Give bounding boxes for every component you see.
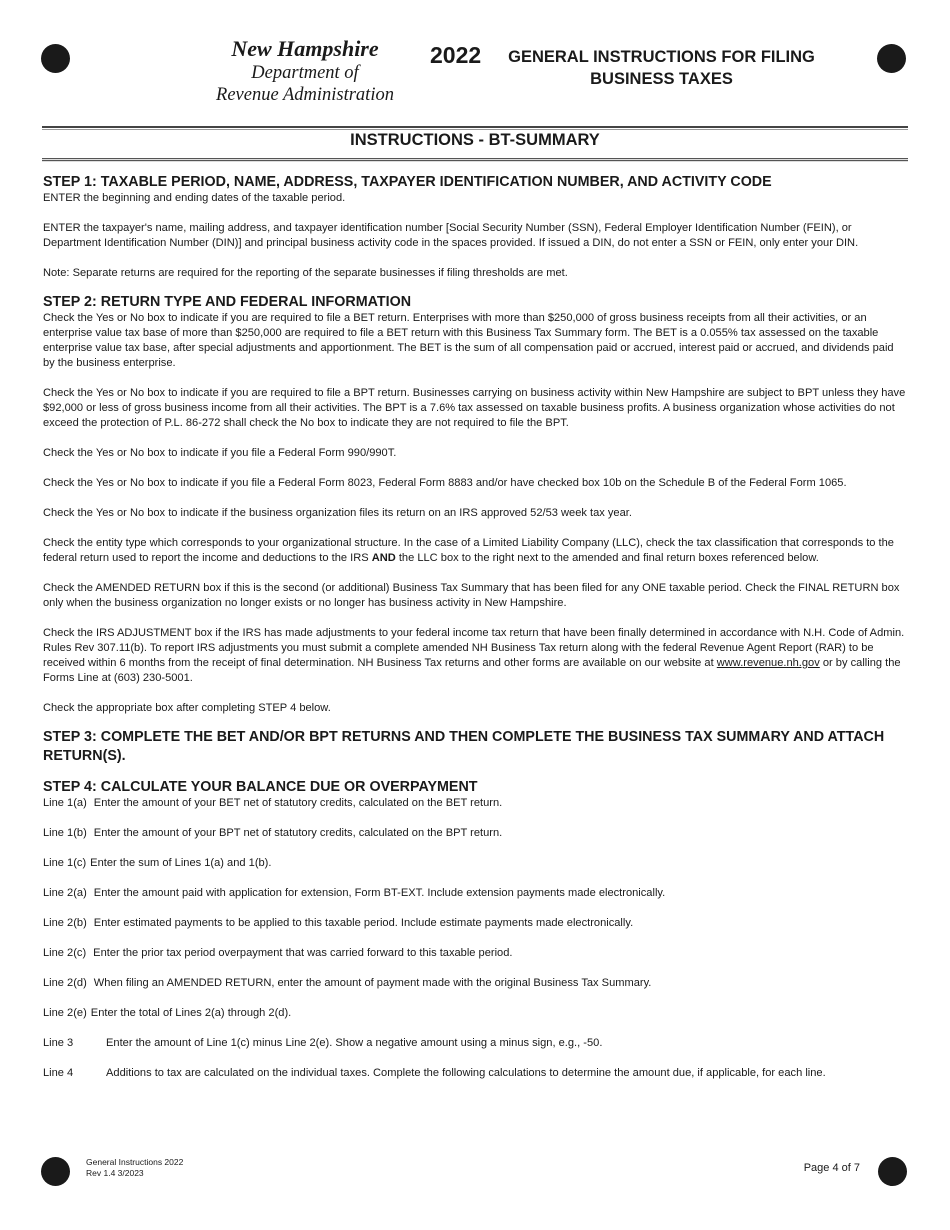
entity-text-1: Check the entity type which corresponds to your organizational structure. In the case of a Limited Liability Company (LLC), check the tax classification that corresponds to the federal return used to report the income and deductions to the IRS bbox=[43, 537, 894, 564]
step4-line-text: Enter the amount of your BET net of statutory credits, calculated on the BET return. bbox=[93, 797, 503, 809]
agency-division: Revenue Administration bbox=[216, 85, 394, 105]
step2-paragraph-bpt: Check the Yes or No box to indicate if you are required to file a BPT return. Businesses carrying on business activity within New Hampshire are subject to BPT unless they have $92,000 or less of gross business income from all their activities. The BPT is a 7.6% tax assessed on taxable business profits. A business organization whose activities do not exceed the protection of P.L. 86-272 shall check the No box to indicate they are not required to file the BPT. bbox=[43, 387, 906, 429]
step2-paragraph-8023: Check the Yes or No box to indicate if you file a Federal Form 8023, Federal Form 8883 and/or have checked box 10b on the Schedule B of the Federal Form 1065. bbox=[43, 477, 847, 489]
step4-line-item bbox=[43, 1036, 908, 1051]
step4-line-text: Enter the amount of Line 1(c) minus Line 2(e). Show a negative amount using a minus sign, e.g., -50. bbox=[106, 1037, 603, 1049]
step4-line-item bbox=[43, 1006, 908, 1021]
step4-line-item bbox=[43, 796, 908, 811]
step4-line-text: Enter the prior tax period overpayment that was carried forward to this taxable period. bbox=[93, 947, 513, 959]
step4-line-label: Line 1(c) bbox=[43, 857, 87, 869]
step2-paragraph-appropriate: Check the appropriate box after completing STEP 4 below. bbox=[43, 702, 331, 714]
step2-paragraph-bet: Check the Yes or No box to indicate if you are required to file a BET return. Enterprises with more than $250,000 of gross business receipts from all their activities, or an enterprise value tax base of more than $250,000 are required to file a BET return with this Business Tax Summary form. The BET is a 0.055% tax assessed on the taxable enterprise value tax base, after special adjustments and apportionment. The BET is the sum of all compensation paid or accrued, interest paid or accrued, and dividends paid by the business enterprise. bbox=[43, 312, 894, 369]
step4-line-text: Enter the amount of your BPT net of statutory credits, calculated on the BPT return. bbox=[93, 827, 503, 839]
page-number: Page 4 of 7 bbox=[803, 1162, 860, 1174]
step4-line-list bbox=[43, 796, 908, 1081]
step2-paragraph-990: Check the Yes or No box to indicate if you file a Federal Form 990/990T. bbox=[43, 447, 397, 459]
step1-paragraph-1: ENTER the beginning and ending dates of the taxable period. bbox=[43, 192, 346, 204]
step1-paragraph-3: Note: Separate returns are required for the reporting of the separate businesses if filing thresholds are met. bbox=[43, 267, 568, 279]
registration-dot-bottom-left bbox=[41, 1157, 70, 1186]
revenue-website-link[interactable]: www.revenue.nh.gov bbox=[716, 657, 820, 669]
step2-paragraph-amended: Check the AMENDED RETURN box if this is the second (or additional) Business Tax Summary that has been filed for any ONE taxable period. Check the FINAL RETURN box only when the business organization no longer exists or no longer has business activity in New Hampshire. bbox=[43, 582, 900, 609]
registration-dot-top-left bbox=[41, 44, 70, 73]
step4-line-item bbox=[43, 916, 908, 931]
registration-dot-bottom-right bbox=[878, 1157, 907, 1186]
step4-line-text: Enter estimated payments to be applied to this taxable period. Include estimate payments made electronically. bbox=[93, 917, 634, 929]
step4-line-label: Line 2(d) bbox=[43, 977, 87, 989]
step4-line-text: When filing an AMENDED RETURN, enter the amount of payment made with the original Business Tax Summary. bbox=[93, 977, 652, 989]
irs-text-2: or by calling the Forms Line at (603) 230-5001. bbox=[43, 657, 901, 684]
step4-line-label: Line 1(b) bbox=[43, 827, 87, 839]
step1-paragraph-2: ENTER the taxpayer's name, mailing address, and taxpayer identification number [Social Security Number (SSN), Federal Employer Identification Number (FEIN), or Department Identification Number (DIN)] and principal business activity code in the spaces provided. If issued a DIN, do not enter a SSN or FEIN, only enter your DIN. bbox=[43, 222, 859, 249]
step2-heading: STEP 2: RETURN TYPE AND FEDERAL INFORMATION bbox=[43, 294, 412, 310]
form-title bbox=[500, 46, 823, 90]
step4-line-label: Line 2(e) bbox=[43, 1007, 87, 1019]
step2-paragraph-entity bbox=[43, 536, 908, 566]
step4-line-item bbox=[43, 856, 908, 871]
step4-line-label: Line 3 bbox=[43, 1037, 74, 1049]
step2-paragraph-52-53: Check the Yes or No box to indicate if the business organization files its return on an IRS approved 52/53 week tax year. bbox=[43, 507, 632, 519]
step4-line-label: Line 2(c) bbox=[43, 947, 87, 959]
header-divider bbox=[42, 126, 908, 128]
irs-text-1: Check the IRS ADJUSTMENT box if the IRS has made adjustments to your federal income tax return that have been finally determined in accordance with N.H. Code of Admin. Rules Rev 307.11(b). To report IRS adjustments you must submit a complete amended NH Business Tax return along with the federal Revenue Agent Report (RAR) to be received within 6 months from the receipt of final determination. NH Business Tax returns and other forms are available on our website at bbox=[43, 627, 905, 669]
step4-line-text: Enter the total of Lines 2(a) through 2(d). bbox=[90, 1007, 292, 1019]
agency-dept: Department of bbox=[251, 63, 359, 83]
step4-line-item bbox=[43, 946, 908, 961]
step4-line-label: Line 2(b) bbox=[43, 917, 87, 929]
entity-text-bold: AND bbox=[371, 552, 396, 564]
step4-line-item bbox=[43, 826, 908, 841]
instructions-body bbox=[43, 173, 908, 1081]
step4-line-label: Line 2(a) bbox=[43, 887, 87, 899]
step4-heading: STEP 4: CALCULATE YOUR BALANCE DUE OR OVERPAYMENT bbox=[43, 779, 478, 795]
footer-form-name: General Instructions 2022 bbox=[86, 1157, 184, 1167]
form-title-line2: BUSINESS TAXES bbox=[590, 70, 733, 88]
step4-line-text: Enter the sum of Lines 1(a) and 1(b). bbox=[90, 857, 272, 869]
form-title-line1: GENERAL INSTRUCTIONS FOR FILING bbox=[508, 48, 815, 66]
step2-paragraph-irs bbox=[43, 626, 908, 686]
step4-line-label: Line 1(a) bbox=[43, 797, 87, 809]
footer-form-id bbox=[86, 1157, 183, 1179]
step4-line-item bbox=[43, 886, 908, 901]
entity-text-2: the LLC box to the right next to the amended and final return boxes referenced below. bbox=[395, 552, 819, 564]
step4-line-text: Additions to tax are calculated on the individual taxes. Complete the following calculations to determine the amount due, if applicable, for each line. bbox=[106, 1067, 826, 1079]
tax-year: 2022 bbox=[430, 42, 482, 68]
step4-line-item bbox=[43, 976, 908, 991]
footer-revision: Rev 1.4 3/2023 bbox=[86, 1168, 144, 1178]
step1-heading: STEP 1: TAXABLE PERIOD, NAME, ADDRESS, TAXPAYER IDENTIFICATION NUMBER, AND ACTIVITY CODE bbox=[43, 174, 772, 190]
step4-line-text: Enter the amount paid with application for extension, Form BT-EXT. Include extension payments made electronically. bbox=[93, 887, 666, 899]
step4-line-item bbox=[43, 1066, 908, 1081]
document-title: INSTRUCTIONS - BT-SUMMARY bbox=[350, 131, 600, 149]
registration-dot-top-right bbox=[877, 44, 906, 73]
agency-name bbox=[190, 36, 420, 106]
step3-heading-line2: RETURN(S). bbox=[43, 748, 126, 764]
agency-state: New Hampshire bbox=[231, 36, 379, 61]
step4-line-label: Line 4 bbox=[43, 1067, 74, 1079]
step3-heading bbox=[43, 728, 908, 766]
step3-heading-line1: STEP 3: COMPLETE THE BET AND/OR BPT RETURNS AND THEN COMPLETE THE BUSINESS TAX SUMMARY AND ATTACH bbox=[43, 729, 885, 745]
title-divider bbox=[42, 158, 908, 162]
